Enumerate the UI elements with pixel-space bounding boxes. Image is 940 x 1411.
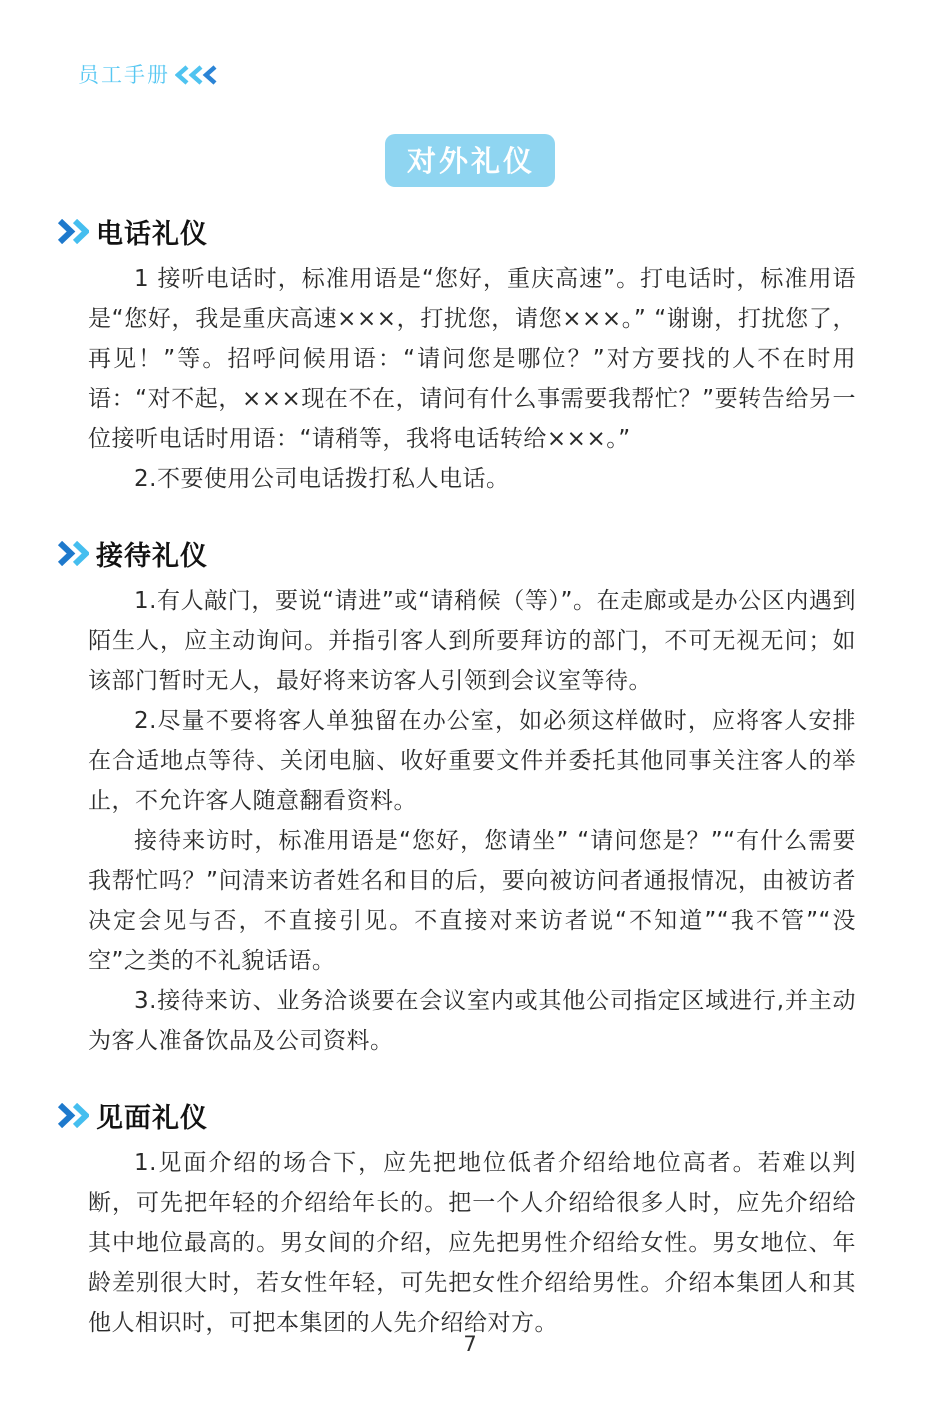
- section-reception-etiquette: [58, 535, 858, 1061]
- double-right-chevron-icon: [58, 541, 89, 566]
- section-body: [88, 581, 856, 1061]
- paragraph: 2.尽量不要将客人单独留在办公室，如必须这样做时，应将客人安排在合适地点等待、关闭电脑、收好重要文件并委托其他同事关注客人的举止，不允许客人随意翻看资料。: [88, 708, 856, 814]
- brand-text: 员工手册: [78, 63, 170, 87]
- double-right-chevron-icon: [58, 219, 89, 244]
- section-heading-label: 电话礼仪: [96, 218, 208, 250]
- paragraph: 1 接听电话时，标准用语是“您好，重庆高速”。打电话时，标准用语是“您好，我是重庆高速×××，打扰您，请您×××。” “谢谢，打扰您了，再见！”等。招呼问候用语：“请问您是哪位？”对方要找的人不在时用语：“对不起，×××现在不在，请问有什么事需要我帮忙？”要转告给另一位接听电话时用语：“请稍等，我将电话转给×××。”: [88, 266, 856, 452]
- section-body: [88, 259, 856, 499]
- page-number: 7: [463, 1332, 477, 1356]
- paragraph: 1.见面介绍的场合下，应先把地位低者介绍给地位高者。若难以判断，可先把年轻的介绍给年长的。把一个人介绍给很多人时，应先介绍给其中地位最高的。男女间的介绍，应先把男性介绍给女性。男女地位、年龄差别很大时，若女性年轻，可先把女性介绍给男性。介绍本集团人和其他人相识时，可把本集团的人先介绍给对方。: [88, 1150, 856, 1336]
- page-content: [58, 213, 858, 1343]
- paragraph: 2.不要使用公司电话拨打私人电话。: [134, 466, 510, 492]
- section-body: [88, 1143, 856, 1343]
- page-header-brand: [78, 59, 219, 89]
- section-heading: [58, 213, 858, 249]
- section-meeting-etiquette: [58, 1097, 858, 1343]
- paragraph: 接待来访时，标准用语是“您好，您请坐” “请问您是？”“有什么需要我帮忙吗？”问清来访者姓名和目的后，要向被访问者通报情况，由被访者决定会见与否，不直接引见。不直接对来访者说“不知道”“我不管”“没空”之类的不礼貌话语。: [88, 828, 856, 974]
- page-title: 对外礼仪: [385, 134, 555, 187]
- section-heading-label: 接待礼仪: [96, 540, 208, 572]
- paragraph: 3.接待来访、业务洽谈要在会议室内或其他公司指定区域进行,并主动为客人准备饮品及公司资料。: [88, 988, 856, 1054]
- triple-left-chevron-icon: [175, 65, 219, 85]
- paragraph: 1.有人敲门，要说“请进”或“请稍候（等）”。在走廊或是办公区内遇到陌生人，应主动询问。并指引客人到所要拜访的部门，不可无视无问；如该部门暂时无人，最好将来访客人引领到会议室等待。: [88, 588, 856, 694]
- section-heading: [58, 1097, 858, 1133]
- section-phone-etiquette: [58, 213, 858, 499]
- section-heading-label: 见面礼仪: [96, 1102, 208, 1134]
- section-heading: [58, 535, 858, 571]
- double-right-chevron-icon: [58, 1103, 89, 1128]
